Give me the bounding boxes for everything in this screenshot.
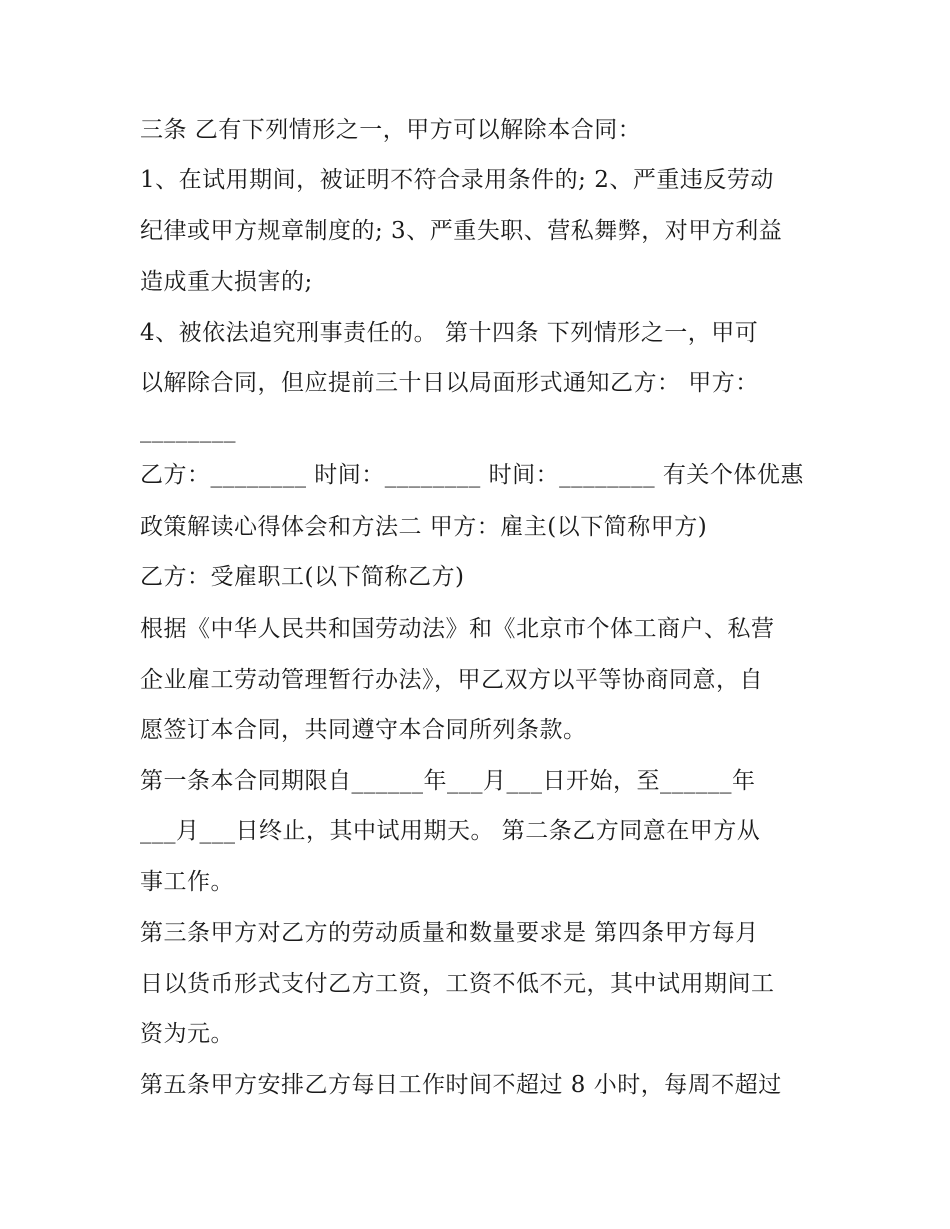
text-line: 乙方：受雇职工(以下简称乙方) <box>140 564 465 590</box>
text-line: 愿签订本合同，共同遵守本合同所列条款。 <box>140 717 587 743</box>
text-line: 4、被依法追究刑事责任的。 第十四条 下列情形之一，甲可 <box>140 320 759 346</box>
text-line: 第五条甲方安排乙方每日工作时间不超过 8 小时，每周不超过 <box>140 1072 782 1098</box>
text-line: 企业雇工劳动管理暂行办法》，甲乙双方以平等协商同意，自 <box>140 667 763 693</box>
text-line: 纪律或甲方规章制度的; 3、严重失职、营私舞弊，对甲方利益 <box>140 218 783 244</box>
text-line: 第一条本合同期限自______年___月___日开始，至______年 <box>140 768 756 794</box>
text-line: 乙方：________ 时间：________ 时间：________ 有关个体优惠 <box>140 462 804 488</box>
text-line: 根据《中华人民共和国劳动法》和《北京市个体工商户、私营 <box>140 616 775 642</box>
text-line: 三条 乙有下列情形之一，甲方可以解除本合同： <box>140 117 642 143</box>
text-line: 1、在试用期间，被证明不符合录用条件的; 2、严重违反劳动 <box>140 167 774 193</box>
text-line: 资为元。 <box>140 1021 234 1047</box>
text-line: 政策解读心得体会和方法二 甲方：雇主(以下简称甲方) <box>140 514 708 540</box>
text-line: 日以货币形式支付乙方工资，工资不低不元，其中试用期间工 <box>140 971 775 997</box>
signature-blank-line: ________ <box>140 417 236 443</box>
text-line: 事工作。 <box>140 869 234 895</box>
text-line: 第三条甲方对乙方的劳动质量和数量要求是 第四条甲方每月 <box>140 920 759 946</box>
text-line: 以解除合同，但应提前三十日以局面形式通知乙方： 甲方： <box>140 370 759 396</box>
text-line: 造成重大损害的; <box>140 269 313 295</box>
text-line: ___月___日终止，其中试用期天。 第二条乙方同意在甲方从 <box>140 818 761 844</box>
